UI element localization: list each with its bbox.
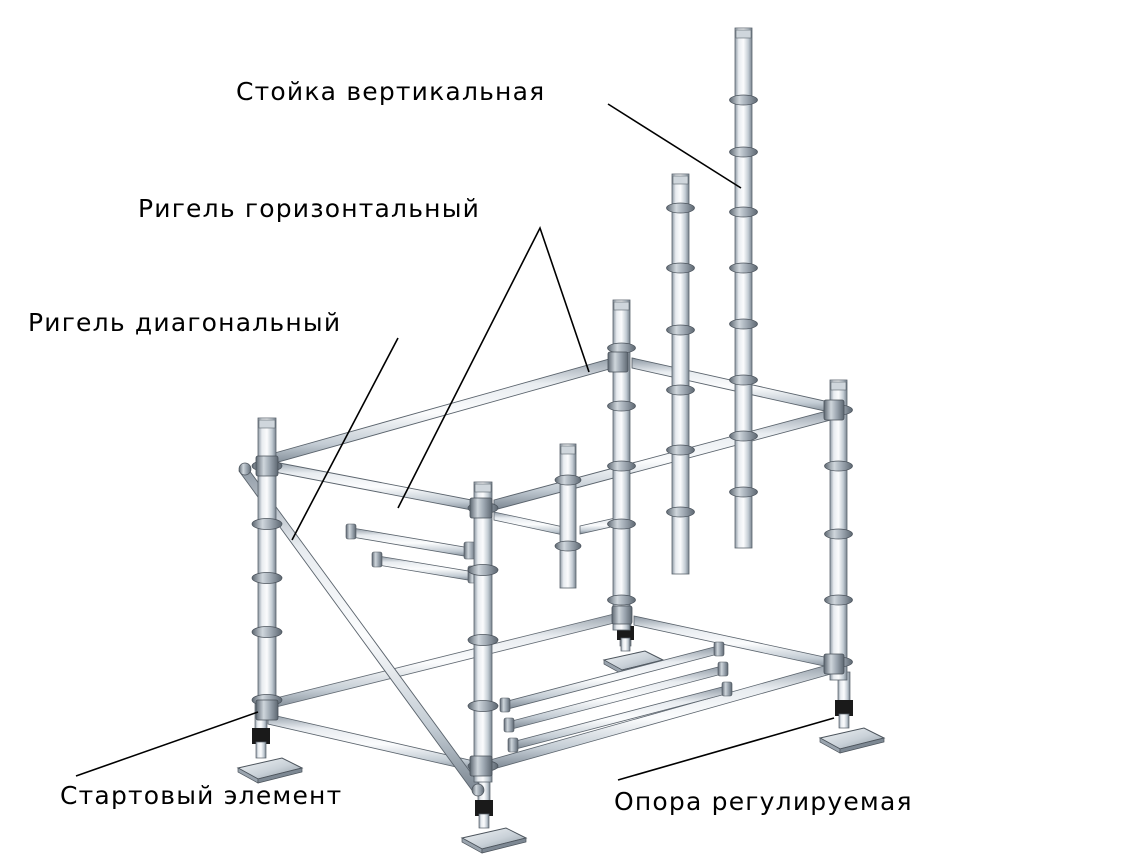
label-vertical-post: Стойка вертикальная <box>236 77 546 106</box>
vertical-post-center-front <box>468 482 498 782</box>
vertical-post-tall-right <box>730 28 758 548</box>
label-horizontal-beam: Ригель горизонтальный <box>138 194 481 223</box>
label-start-element: Стартовый элемент <box>60 781 343 810</box>
label-diagonal-beam: Ригель диагональный <box>28 308 342 337</box>
adjustable-base-right <box>820 672 884 753</box>
mid-stacked-rails <box>346 524 480 583</box>
lower-horizontal-rails <box>268 612 838 772</box>
leader-start-element <box>76 712 258 776</box>
vertical-post-right-corner <box>825 380 853 680</box>
leader-diagonal-beam <box>292 338 398 540</box>
leader-adjustable-support <box>618 718 834 780</box>
vertical-post-inner-short <box>555 444 581 588</box>
vertical-post-back-left <box>608 300 636 630</box>
label-adjustable-support: Опора регулируемая <box>614 787 913 816</box>
